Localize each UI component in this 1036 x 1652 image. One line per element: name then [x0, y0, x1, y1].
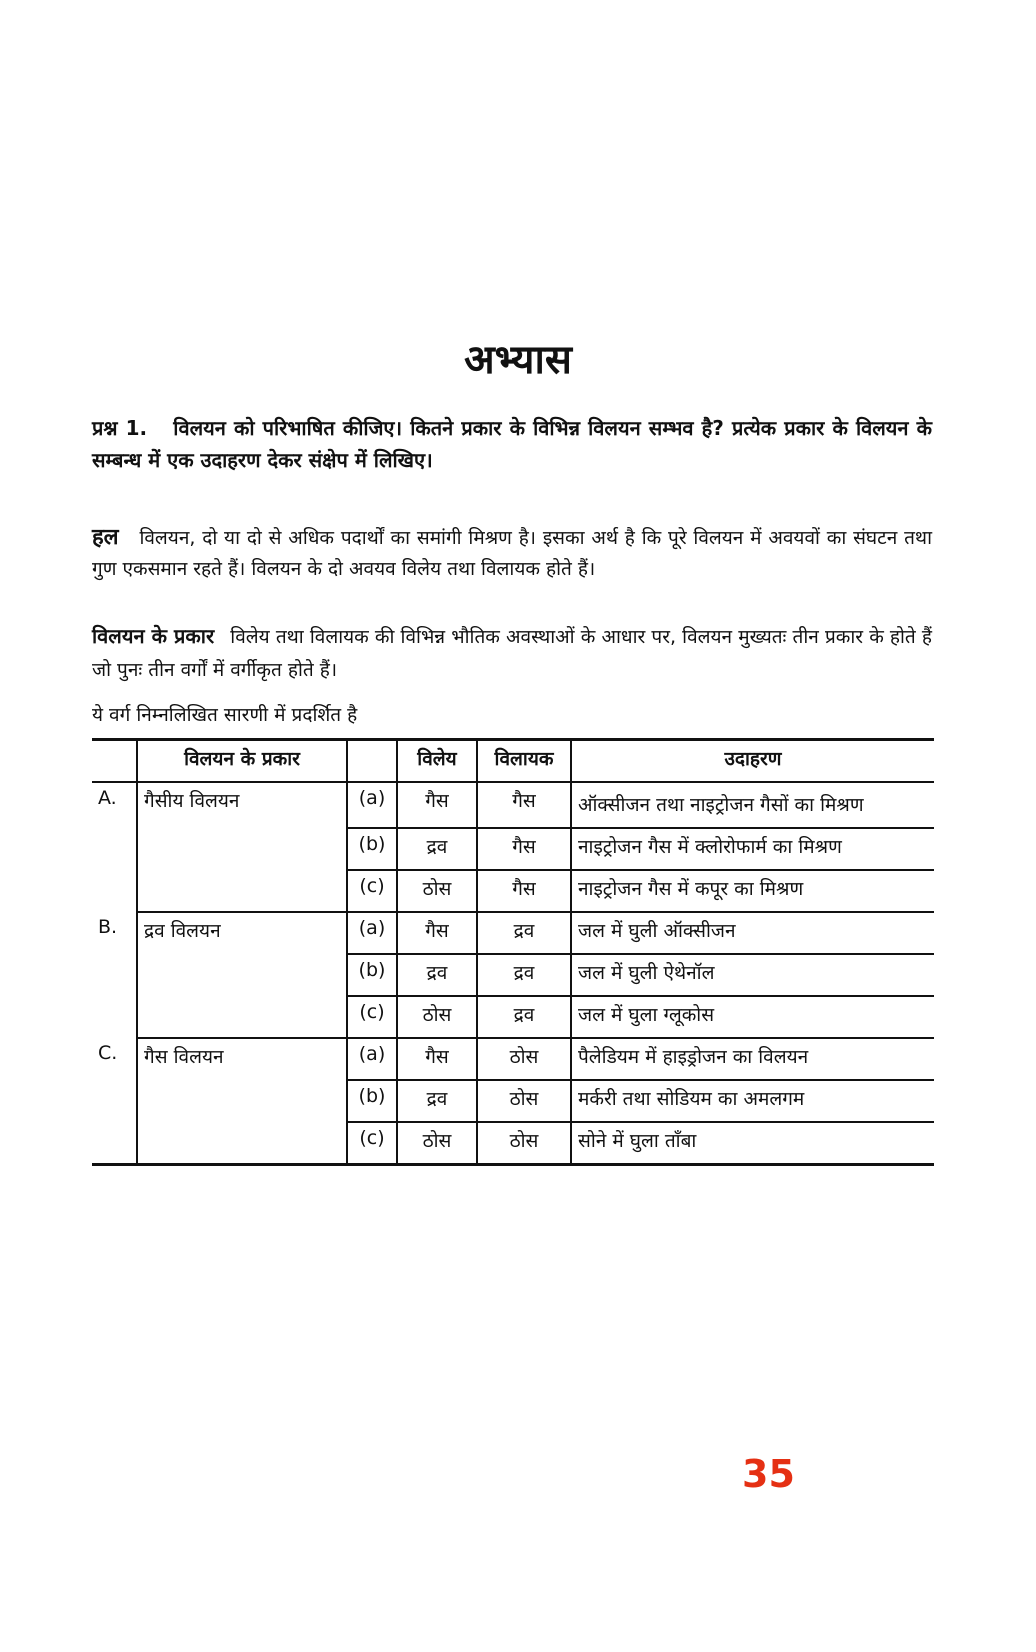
- group-type: द्रव विलयन: [137, 912, 347, 1038]
- row-sub: (a): [347, 912, 397, 954]
- row-sub: (a): [347, 782, 397, 828]
- row-sub: (b): [347, 828, 397, 870]
- row-solute: गैस: [397, 912, 477, 954]
- group-letter: C.: [92, 1038, 137, 1165]
- types-text: विलेय तथा विलायक की विभिन्न भौतिक अवस्थाओं के आधार पर, विलयन मुख्यतः तीन प्रकार के होते हैं जो पुनः तीन वर्गों में वर्गीकृत होते हैं।: [92, 626, 932, 681]
- row-sub: (b): [347, 954, 397, 996]
- solution-text: विलयन, दो या दो से अधिक पदार्थों का समांगी मिश्रण है। इसका अर्थ है कि पूरे विलयन में अवयवों का संघटन तथा गुण एकसमान रहते हैं। विलयन के दो अवयव विलेय तथा विलायक होते हैं।: [92, 527, 932, 580]
- row-example: जल में घुली ऐथेनॉल: [571, 954, 934, 996]
- table-row: [92, 912, 934, 954]
- row-solvent: द्रव: [477, 996, 571, 1038]
- row-sub: (c): [347, 1122, 397, 1165]
- row-sub: (c): [347, 996, 397, 1038]
- row-solute: ठोस: [397, 996, 477, 1038]
- group-letter: B.: [98, 916, 118, 938]
- row-example: सोने में घुला ताँबा: [571, 1122, 934, 1165]
- row-solute: द्रव: [397, 954, 477, 996]
- header-sub: [347, 740, 397, 783]
- table-intro: ये वर्ग निम्नलिखित सारणी में प्रदर्शित है: [92, 704, 358, 726]
- row-sub: (b): [347, 1080, 397, 1122]
- row-solute: गैस: [397, 782, 477, 828]
- table-header-row: [92, 740, 934, 783]
- row-example: मर्करी तथा सोडियम का अमलगम: [571, 1080, 934, 1122]
- types-label: विलयन के प्रकार: [92, 624, 215, 648]
- row-solvent: गैस: [477, 828, 571, 870]
- table-row: [92, 1038, 934, 1080]
- row-solute: द्रव: [397, 1080, 477, 1122]
- row-solvent: गैस: [477, 782, 571, 828]
- row-solute: ठोस: [397, 870, 477, 912]
- row-example: जल में घुली ऑक्सीजन: [571, 912, 934, 954]
- row-solvent: गैस: [477, 870, 571, 912]
- row-solvent: द्रव: [477, 912, 571, 954]
- solution-label: हल: [92, 525, 119, 550]
- row-sub: (a): [347, 1038, 397, 1080]
- group-letter: A.: [98, 787, 117, 809]
- row-solvent: ठोस: [477, 1080, 571, 1122]
- question-label: प्रश्न 1.: [92, 416, 148, 440]
- page-number: 35: [742, 1452, 795, 1496]
- row-solvent: ठोस: [477, 1038, 571, 1080]
- row-solute: द्रव: [397, 828, 477, 870]
- row-solute: ठोस: [397, 1122, 477, 1165]
- row-solvent: ठोस: [477, 1122, 571, 1165]
- header-solvent: विलायक: [477, 740, 571, 783]
- header-example: उदाहरण: [571, 740, 934, 783]
- group-type: गैस विलयन: [137, 1038, 347, 1165]
- page-title: अभ्यास: [464, 337, 572, 383]
- header-letter: [92, 740, 137, 783]
- row-example: पैलेडियम में हाइड्रोजन का विलयन: [571, 1038, 934, 1080]
- group-type: गैसीय विलयन: [137, 782, 347, 912]
- row-example: जल में घुला ग्लूकोस: [571, 996, 934, 1038]
- row-example: नाइट्रोजन गैस में कपूर का मिश्रण: [571, 870, 934, 912]
- question-block: [92, 412, 932, 476]
- solutions-table: [92, 738, 934, 1166]
- row-solvent: द्रव: [477, 954, 571, 996]
- types-paragraph: [92, 620, 932, 687]
- row-sub: (c): [347, 870, 397, 912]
- header-solute: विलेय: [397, 740, 477, 783]
- question-text: विलयन को परिभाषित कीजिए। कितने प्रकार के विभिन्न विलयन सम्भव है? प्रत्येक प्रकार के विलयन के सम्बन्ध में एक उदाहरण देकर संक्षेप में लिखिए।: [92, 416, 932, 472]
- row-solute: गैस: [397, 1038, 477, 1080]
- row-example: ऑक्सीजन तथा नाइट्रोजन गैसों का मिश्रण: [571, 782, 934, 828]
- row-example: नाइट्रोजन गैस में क्लोरोफार्म का मिश्रण: [571, 828, 934, 870]
- table-row: [92, 782, 934, 828]
- solution-paragraph: [92, 522, 932, 585]
- header-type: विलयन के प्रकार: [137, 740, 347, 783]
